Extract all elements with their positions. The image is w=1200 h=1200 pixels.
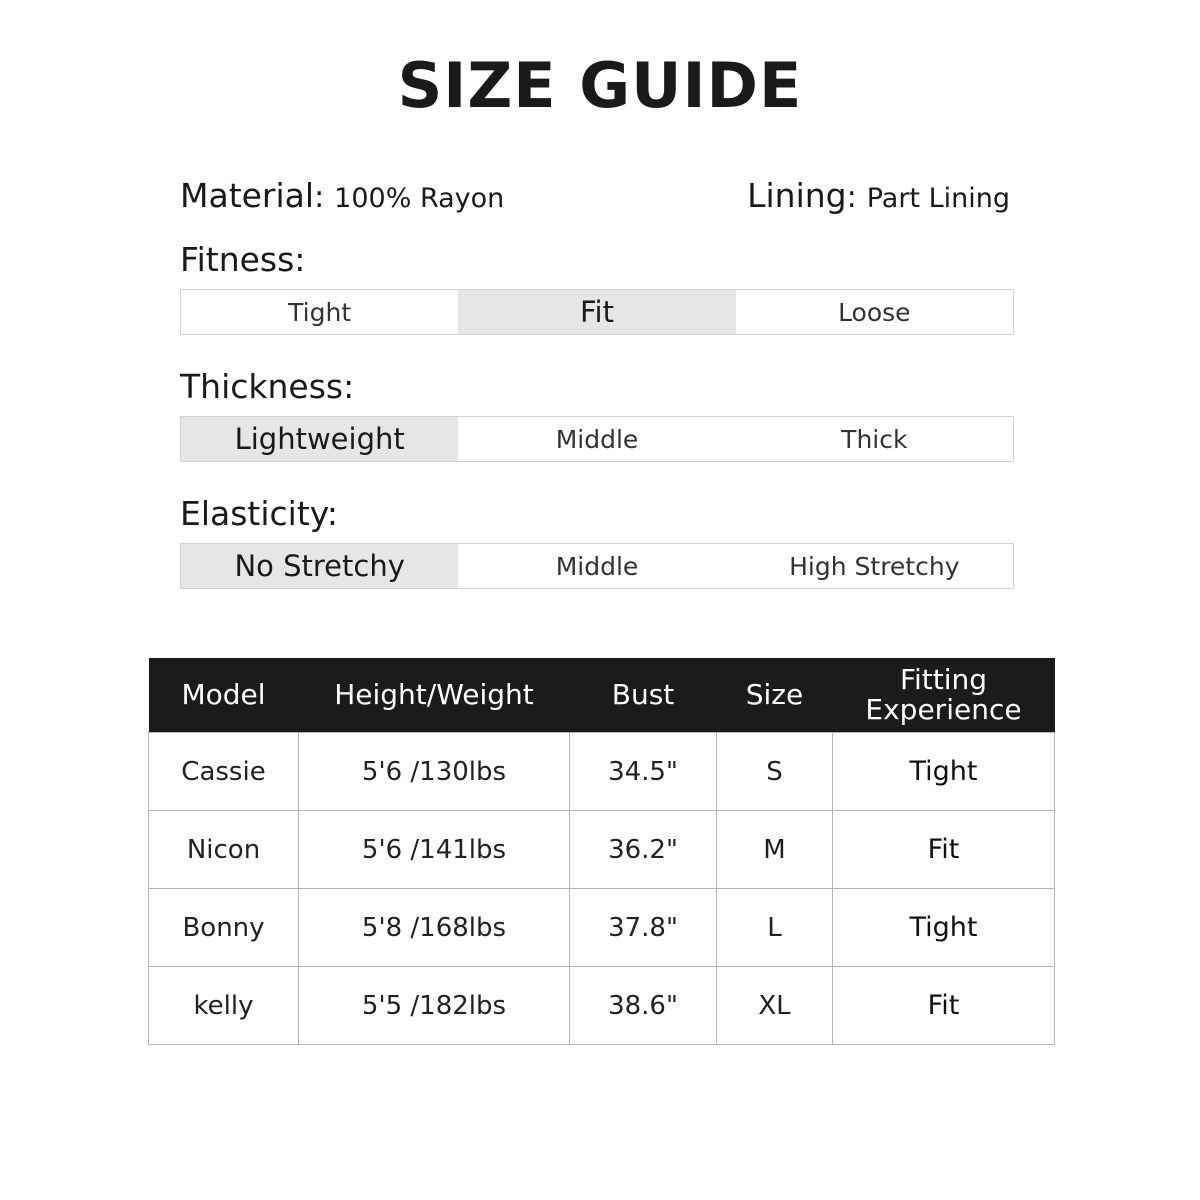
size-cell: L bbox=[717, 889, 833, 967]
model-cell: Nicon bbox=[149, 811, 299, 889]
elasticity-option: Middle bbox=[555, 551, 639, 581]
column-header-model: Model bbox=[149, 658, 299, 733]
model-cell: kelly bbox=[149, 967, 299, 1045]
column-header-height-weight: Height/Weight bbox=[299, 658, 570, 733]
material-value: 100% Rayon bbox=[334, 183, 505, 214]
fitness-option: Fit bbox=[458, 290, 735, 334]
lining-colon: : bbox=[846, 180, 857, 215]
thickness-option: Lightweight bbox=[181, 417, 458, 461]
fitness-label: Fitness: bbox=[180, 240, 306, 279]
table-row bbox=[149, 967, 1055, 1045]
column-header-bust: Bust bbox=[570, 658, 717, 733]
table-row bbox=[149, 733, 1055, 811]
model-size-table bbox=[148, 658, 1055, 1045]
thickness-option: Middle bbox=[555, 424, 639, 454]
lining-value: Part Lining bbox=[866, 183, 1010, 214]
thickness-option: Thick bbox=[841, 424, 908, 454]
page-title: SIZE GUIDE bbox=[397, 49, 803, 122]
material-info bbox=[180, 176, 504, 215]
material-colon: : bbox=[314, 180, 325, 215]
elasticity-option: No Stretchy bbox=[181, 544, 458, 588]
material-lining-row bbox=[180, 176, 1010, 220]
elasticity-option: High Stretchy bbox=[789, 551, 960, 581]
thickness-scale bbox=[180, 416, 1014, 462]
size-cell: XL bbox=[717, 967, 833, 1045]
fitness-scale bbox=[180, 289, 1014, 335]
table-row bbox=[149, 811, 1055, 889]
model-cell: Cassie bbox=[149, 733, 299, 811]
fitness-option: Tight bbox=[288, 297, 352, 327]
elasticity-scale bbox=[180, 543, 1014, 589]
model-cell: Bonny bbox=[149, 889, 299, 967]
size-cell: S bbox=[717, 733, 833, 811]
table-header-row bbox=[149, 658, 1055, 733]
fitting-experience-cell: Tight bbox=[833, 733, 1055, 811]
height-weight-cell: 5'8 /168lbs bbox=[299, 889, 570, 967]
fitting-experience-cell: Fit bbox=[833, 967, 1055, 1045]
height-weight-cell: 5'6 /141lbs bbox=[299, 811, 570, 889]
material-label: Material bbox=[180, 176, 315, 215]
bust-cell: 36.2" bbox=[570, 811, 717, 889]
bust-cell: 38.6" bbox=[570, 967, 717, 1045]
column-header-fitting-experience: Fitting Experience bbox=[833, 658, 1055, 733]
size-cell: M bbox=[717, 811, 833, 889]
height-weight-cell: 5'6 /130lbs bbox=[299, 733, 570, 811]
fitness-option: Loose bbox=[838, 297, 911, 327]
bust-cell: 37.8" bbox=[570, 889, 717, 967]
thickness-label: Thickness: bbox=[180, 367, 355, 406]
lining-label: Lining bbox=[747, 176, 847, 215]
fitting-experience-cell: Fit bbox=[833, 811, 1055, 889]
lining-info bbox=[747, 176, 1010, 215]
height-weight-cell: 5'5 /182lbs bbox=[299, 967, 570, 1045]
table-row bbox=[149, 889, 1055, 967]
fitting-experience-cell: Tight bbox=[833, 889, 1055, 967]
elasticity-label: Elasticity: bbox=[180, 494, 339, 533]
column-header-size: Size bbox=[717, 658, 833, 733]
bust-cell: 34.5" bbox=[570, 733, 717, 811]
